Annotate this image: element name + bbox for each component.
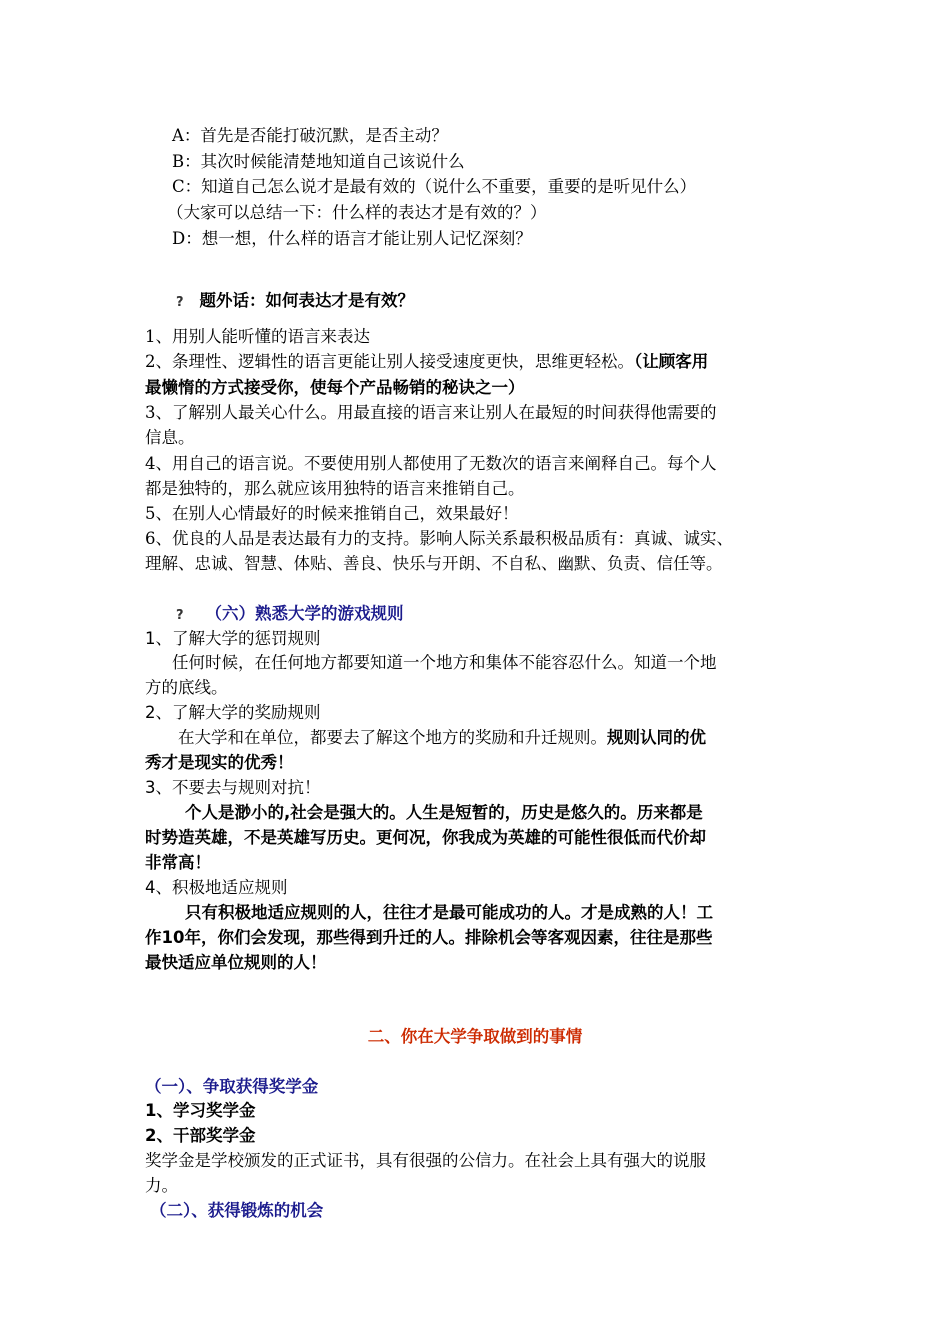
aside-item-4-cont: 都是独特的，那么就应该用独特的语言来推销自己。 [145, 479, 525, 498]
aside-item-3-cont: 信息。 [145, 428, 195, 447]
aside-item-2-cont: 最懒惰的方式接受你，使每个产品畅销的秘诀之一） [145, 378, 525, 397]
rule-2-text-2: 秀才是现实的优秀！ [145, 753, 294, 772]
rules-title: （六）熟悉大学的游戏规则 [205, 604, 404, 623]
rule-3-text-2: 时势造英雄，不是英雄写历史。更何况，你我成为英雄的可能性很低而代价却 [145, 828, 706, 847]
rule-1-title: 1、了解大学的惩罚规则 [145, 629, 321, 648]
rule-4-text-2: 作10年，你们会发现，那些得到升迁的人。排除机会等客观因素，往往是那些 [145, 928, 713, 947]
aside-item-3: 3、了解别人最关心什么。用最直接的语言来让别人在最短的时间获得他需要的 [145, 403, 717, 422]
rule-1-text-2: 方的底线。 [145, 678, 228, 697]
aside-item-6-cont: 理解、忠诚、智慧、体贴、善良、快乐与开朗、不自私、幽默、负责、信任等。 [145, 554, 723, 573]
rule-3-text-3: 非常高！ [145, 853, 211, 872]
aside-heading [176, 288, 414, 314]
rule-3-text-1: 个人是渺小的,社会是强大的。人生是短暂的，历史是悠久的。历来都是 [185, 803, 703, 822]
section-2-text-2: 力。 [145, 1176, 178, 1195]
rule-4-text-3: 最快适应单位规则的人！ [145, 953, 327, 972]
section-2-item-1: 1、学习奖学金 [145, 1101, 256, 1120]
aside-item-4: 4、用自己的语言说。不要使用别人都使用了无数次的语言来阐释自己。每个人 [145, 454, 717, 473]
question-a: A：首先是否能打破沉默，是否主动？ [172, 126, 448, 145]
aside-item-2-emphasis: （让顾客用 [634, 352, 709, 371]
question-mark-icon: ? [176, 295, 184, 310]
rule-2-text-1a: 在大学和在单位，都要去了解这个地方的奖励和升迁规则。 [178, 728, 607, 747]
section-2-title: 二、你在大学争取做到的事情 [367, 1027, 583, 1046]
question-mark-icon: ? [176, 608, 184, 623]
question-c-note: （大家可以总结一下：什么样的表达才是有效的？） [167, 203, 547, 222]
rule-4-text-1: 只有积极地适应规则的人，往往才是最可能成功的人。才是成熟的人！工 [185, 903, 713, 922]
aside-item-5: 5、在别人心情最好的时候来推销自己，效果最好！ [145, 504, 519, 523]
section-2-sub-1: （一）、争取获得奖学金 [145, 1077, 319, 1096]
question-c: C：知道自己怎么说才是最有效的（说什么不重要，重要的是听见什么） [172, 177, 697, 196]
aside-item-6: 6、优良的人品是表达最有力的支持。影响人际关系最积极品质有：真诚、诚实、 [145, 529, 733, 548]
aside-item-2-text: 2、条理性、逻辑性的语言更能让别人接受速度更快，思维更轻松。 [145, 352, 634, 371]
aside-item-2 [145, 349, 708, 375]
section-2-item-2: 2、干部奖学金 [145, 1126, 256, 1145]
aside-item-1: 1、用别人能听懂的语言来表达 [145, 327, 370, 346]
rule-2-text-1 [178, 725, 706, 751]
rule-3-title: 3、不要去与规则对抗！ [145, 778, 321, 797]
question-d: D：想一想，什么样的语言才能让别人记忆深刻？ [172, 229, 532, 248]
question-b: B：其次时候能清楚地知道自己该说什么 [172, 152, 465, 171]
section-2-text-1: 奖学金是学校颁发的正式证书，具有很强的公信力。在社会上具有强大的说服 [145, 1151, 706, 1170]
rules-heading [176, 601, 404, 627]
rule-1-text-1: 任何时候，在任何地方都要知道一个地方和集体不能容忍什么。知道一个地 [172, 653, 717, 672]
section-2-sub-2: （二）、获得锻炼的机会 [150, 1201, 324, 1220]
aside-title: 题外话：如何表达才是有效？ [199, 291, 415, 310]
rule-2-title: 2、了解大学的奖励规则 [145, 703, 321, 722]
rule-4-title: 4、积极地适应规则 [145, 878, 288, 897]
rule-2-text-1b: 规则认同的优 [607, 728, 706, 747]
